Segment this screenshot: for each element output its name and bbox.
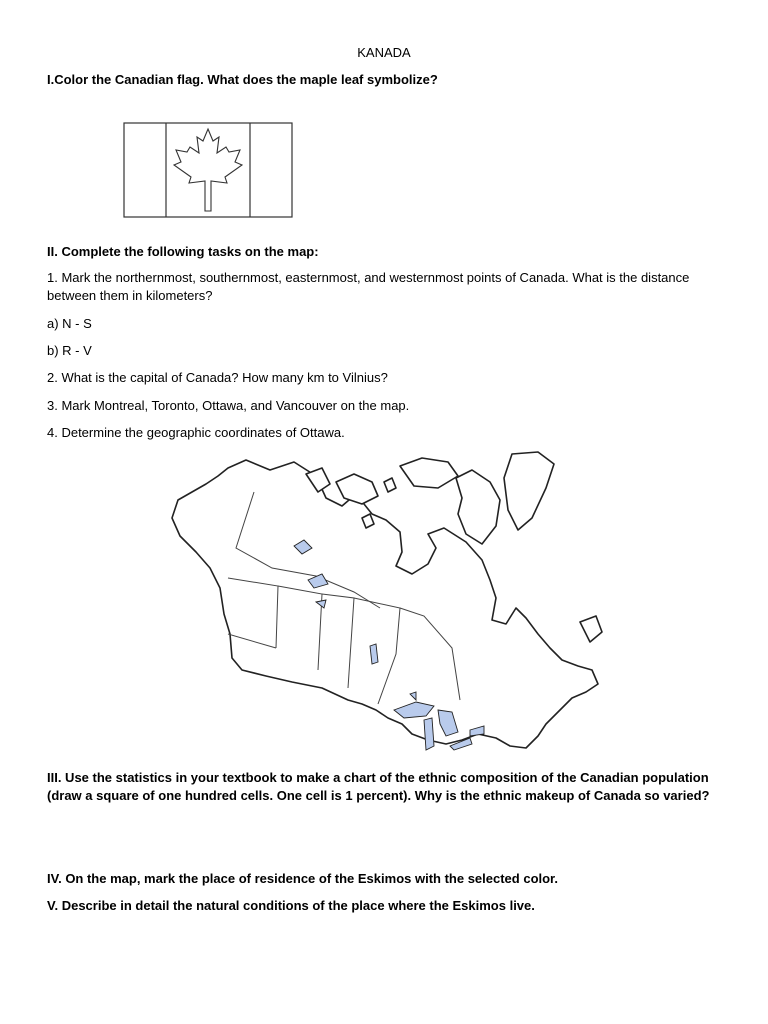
task-2-text: 2. What is the capital of Canada? How many km to Vilnius? (47, 370, 388, 385)
canada-flag-outline (122, 121, 294, 219)
canada-outline-map (166, 448, 606, 760)
victoria-island (336, 474, 378, 504)
section-1-heading: I.Color the Canadian flag. What does the maple leaf symbolize? (47, 72, 438, 87)
document-title: KANADA (357, 45, 411, 60)
section-2-heading: II. Complete the following tasks on the map: (47, 244, 319, 259)
greenland-tip (504, 452, 554, 530)
section-3-heading: III. Use the statistics in your textbook to make a chart of the ethnic composition of the Canadian population (draw a square of one hundred cells. One cell is 1 percent). Why is the ethnic makeup of Canada so varied? (47, 770, 710, 803)
ellesmere-island (400, 458, 458, 488)
island-small-1 (384, 478, 396, 492)
section-5-heading: V. Describe in detail the natural conditions of the place where the Eskimos live. (47, 898, 535, 913)
task-1-text: 1. Mark the northernmost, southernmost, easternmost, and westernmost points of Canada. What is the distance between them in kilometers? (47, 270, 690, 303)
task-1a: a) N - S (47, 316, 92, 331)
section-4-heading: IV. On the map, mark the place of residence of the Eskimos with the selected color. (47, 871, 559, 886)
newfoundland (580, 616, 602, 642)
lake-michigan (424, 718, 434, 750)
baffin-island (456, 470, 500, 544)
task-1b: b) R - V (47, 343, 92, 358)
task-3-text: 3. Mark Montreal, Toronto, Ottawa, and Vancouver on the map. (47, 398, 410, 413)
task-4-text: 4. Determine the geographic coordinates of Ottawa. (47, 425, 345, 440)
